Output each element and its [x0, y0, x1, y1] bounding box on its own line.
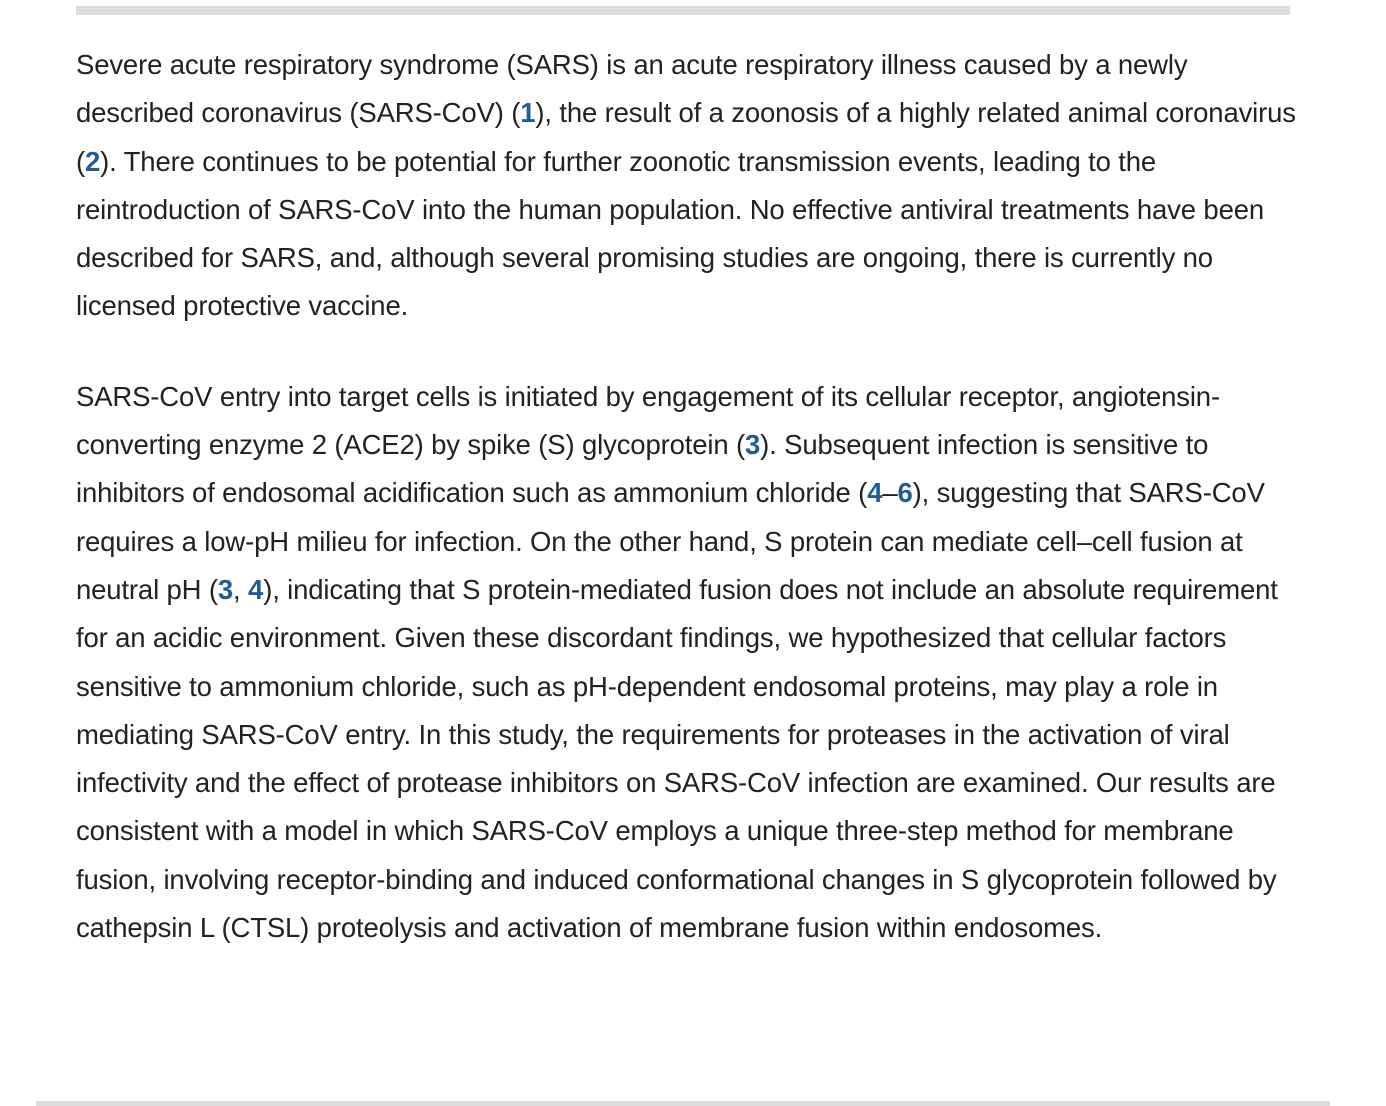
citation-link-4[interactable]: 4	[248, 573, 264, 605]
paragraph-text: ). There continues to be potential for further zoonotic transmission events, leading to the reintroduction of SARS-CoV into the human population. No effective antiviral treatments have been described for SARS, and, although several promising studies are ongoing, there is currently no licensed protective vaccine.	[76, 145, 1264, 322]
citation-link-2[interactable]: 2	[85, 145, 101, 177]
paragraph-text: ), the result of a zoonosis of a highly related animal coronavirus (	[76, 97, 1296, 177]
paragraph-text: SARS-CoV entry into target cells is initiated by engagement of its cellular receptor, angiotensin-converting enzyme 2 (ACE2) by spike (S) glycoprotein (	[76, 380, 1220, 461]
paragraph-entry-mechanism	[76, 373, 1306, 953]
article-body	[76, 41, 1306, 952]
citation-link-3[interactable]: 3	[744, 429, 761, 461]
paragraph-text: ), suggesting that SARS-CoV requires a low-pH milieu for infection. On the other hand, S protein can mediate cell–cell fusion at neutral pH (	[76, 477, 1265, 605]
bottom-divider	[36, 1101, 1330, 1106]
paragraph-text: ). Subsequent infection is sensitive to inhibitors of endosomal acidification such as ammonium chloride (	[76, 429, 1209, 509]
citation-link-6[interactable]: 6	[897, 477, 913, 509]
paragraph-text: ,	[233, 573, 249, 605]
citation-link-4[interactable]: 4	[867, 477, 883, 509]
paragraph-text: Severe acute respiratory syndrome (SARS) is an acute respiratory illness caused by a newly described coronavirus (SARS-CoV) (	[76, 49, 1188, 129]
paragraph-text: –	[882, 477, 898, 509]
paragraph-text: ), indicating that S protein-mediated fusion does not include an absolute requirement for an acidic environment. Given these discordant findings, we hypothesized that cellular factors sensitive to ammonium chloride, such as pH-dependent endosomal proteins, may play a role in mediating SARS-CoV entry. In this study, the requirements for proteases in the activation of viral infectivity and the effect of protease inhibitors on SARS-CoV infection are examined. Our results are consistent with a model in which SARS-CoV employs a unique three-step method for membrane fusion, involving receptor-binding and induced conformational changes in S glycoprotein followed by cathepsin L (CTSL) proteolysis and activation of membrane fusion within endosomes.	[76, 573, 1278, 944]
citation-link-3[interactable]: 3	[217, 573, 234, 605]
paragraph-intro	[76, 41, 1306, 331]
citation-link-1[interactable]: 1	[520, 97, 536, 129]
top-divider	[76, 6, 1290, 15]
